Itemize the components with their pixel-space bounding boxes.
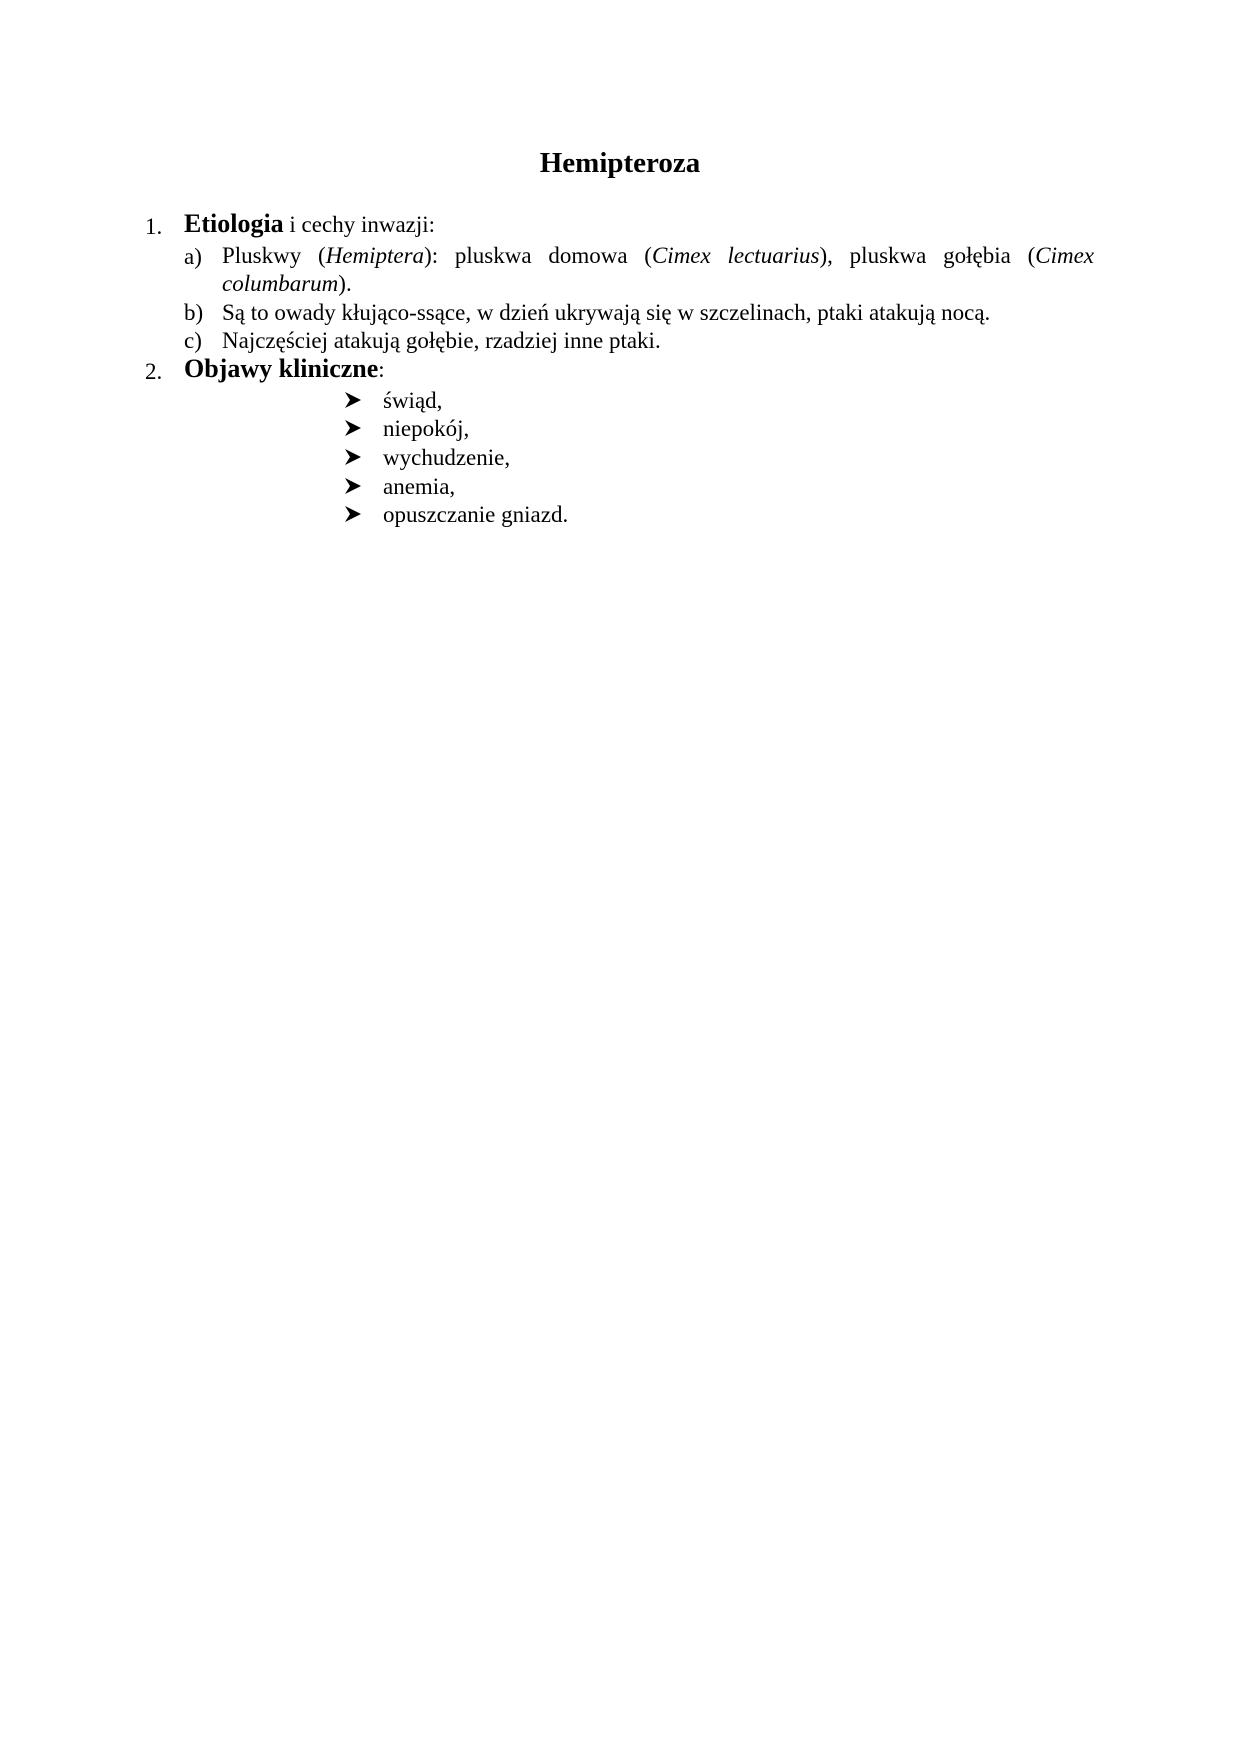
arrowhead-bullet-icon [344, 443, 366, 472]
section-heading-rest: i cechy inwazji: [283, 212, 436, 237]
section-heading [184, 354, 385, 384]
taxon-name: Cimex columbarum [222, 243, 1095, 296]
section-heading-rest: : [378, 357, 385, 382]
section-heading-bold: Objawy kliniczne [184, 354, 379, 383]
item-letter: b) [184, 300, 204, 325]
section-heading [184, 209, 435, 239]
bullet-text: niepokój, [383, 416, 470, 441]
arrowhead-bullet-icon [344, 500, 366, 529]
taxon-name: Cimex lectuarius [651, 243, 820, 268]
section-number: 1. [145, 214, 163, 239]
item-text [222, 242, 1094, 298]
page-title: Hemipteroza [539, 147, 701, 179]
bullet-text: opuszczanie gniazd. [383, 502, 569, 527]
item-text-part: Pluskwy ( [222, 243, 326, 268]
arrowhead-bullet-icon [344, 472, 366, 501]
bullet-text: wychudzenie, [383, 445, 511, 470]
item-letter: a) [184, 244, 202, 269]
item-text-part: ). [338, 271, 352, 296]
item-text: Są to owady kłująco-ssące, w dzień ukrywają się w szczelinach, ptaki atakują nocą. [222, 300, 991, 325]
arrowhead-bullet-icon [344, 386, 366, 415]
bullet-text: anemia, [383, 474, 456, 499]
section-heading-bold: Etiologia [184, 209, 284, 238]
item-text-part: ), pluskwa gołębia ( [819, 243, 1036, 268]
taxon-name: Hemiptera [325, 243, 425, 268]
bullet-text: świąd, [383, 388, 443, 413]
item-letter: c) [184, 328, 202, 353]
arrowhead-bullet-icon [344, 414, 366, 443]
item-text: Najczęściej atakują gołębie, rzadziej inne ptaki. [222, 328, 661, 353]
item-text-part: ): pluskwa domowa ( [424, 243, 652, 268]
section-number: 2. [145, 359, 163, 384]
